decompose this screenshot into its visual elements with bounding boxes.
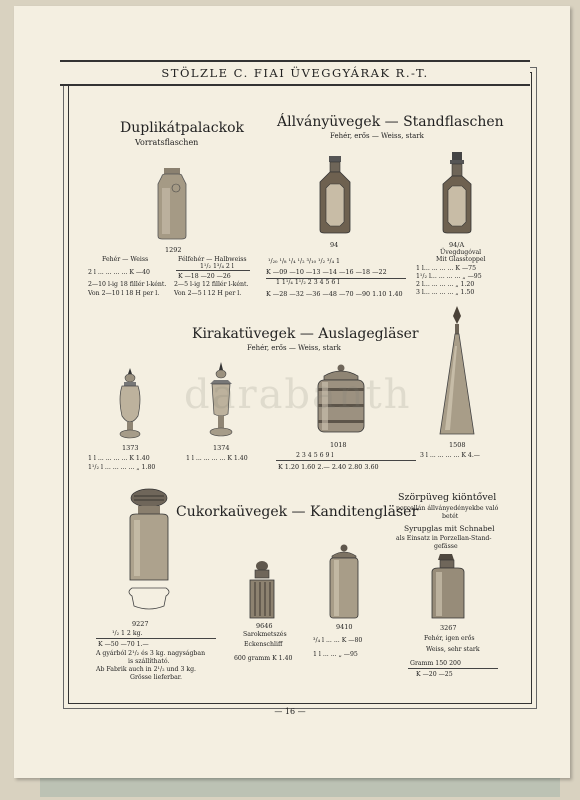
s4-note-1: A gyárból 2¹/₂ és 3 kg. nagyságban xyxy=(96,650,206,657)
s5-title-hu: Szörpüveg kiöntővel xyxy=(398,492,497,503)
jar-9646-image xyxy=(246,560,278,620)
s4-9646-desc-1: Sarokmetszés xyxy=(243,631,287,638)
s2-94a-price-2: 1¹/₂ l... ... ... ... „ —95 xyxy=(416,273,482,280)
s4-note-2: is szállítható. xyxy=(128,658,170,665)
s1-number: 1292 xyxy=(165,246,182,254)
s4-title: Cukorkaüvegek — Kanditengläser xyxy=(176,504,419,520)
s5-gramm-row: Gramm 150 200 xyxy=(410,660,461,667)
s1-rule xyxy=(176,270,250,271)
s1-col-b-row2: 2—5 l-ig 12 fillér l-ként. xyxy=(174,281,249,288)
jar-9227-image xyxy=(124,488,174,618)
s4-9227-sizes: ¹/₂ 1 2 kg. xyxy=(112,630,143,637)
s5-desc-hu-2: betét xyxy=(442,513,459,520)
s3-num-1374: 1374 xyxy=(213,444,230,452)
s5-rule xyxy=(408,668,498,669)
s3-1018-prices: K 1.20 1.60 2.— 2.40 2.80 3.60 xyxy=(278,463,379,471)
s5-num-3267: 3267 xyxy=(440,624,457,632)
s4-num-9227: 9227 xyxy=(132,620,149,628)
s3-1373-price-1: 1 l ... ... ... ... K 1.40 xyxy=(88,455,150,462)
s3-num-1508: 1508 xyxy=(449,441,466,449)
s5-desc-hu-1: porcellán állványedényekbe való xyxy=(396,505,499,512)
underlying-page xyxy=(40,775,560,797)
s2-title: Állványüvegek — Standflaschen xyxy=(277,114,504,130)
s3-subtitle: Fehér, erős — Weiss, stark xyxy=(247,344,341,352)
s4-note-3: Ab Fabrik auch in 2¹/₂ und 3 kg. xyxy=(96,666,197,673)
s3-1018-sizes: 2 3 4 5 6 9 l xyxy=(296,452,334,459)
s2-note-1: Üvegdugóval xyxy=(440,249,482,256)
s1-col-b-row3: Von 2—5 l 12 H per l. xyxy=(174,290,242,297)
s3-num-1018: 1018 xyxy=(330,441,347,449)
bottle-94-image xyxy=(316,156,354,234)
s1-col-a-head: Fehér — Weiss xyxy=(102,256,149,263)
company-name: STÖLZLE C. FIAI ÜVEGGYÁRAK R.-T. xyxy=(161,66,429,80)
s1-subtitle: Vorratsflaschen xyxy=(135,138,199,147)
watermark: darabanth xyxy=(184,372,412,418)
s5-desc-2: Weiss, sehr stark xyxy=(426,646,480,653)
s1-title: Duplikátpalackok xyxy=(120,120,244,136)
s4-9227-prices: K —50 —70 1.— xyxy=(98,641,149,648)
s3-1508-price: 3 l ... ... ... ... K 4.— xyxy=(420,452,480,459)
s5-desc-de-2: gefässe xyxy=(434,543,458,550)
s3-num-1373: 1373 xyxy=(122,444,139,452)
s3-1374-price: 1 l ... ... ... ... K 1.40 xyxy=(186,455,248,462)
s4-num-9646: 9646 xyxy=(256,622,273,630)
s4-9227-rule xyxy=(96,638,216,639)
s2-num-94: 94 xyxy=(330,241,339,249)
s2-num-94a: 94/A xyxy=(449,241,465,249)
header-banner xyxy=(60,60,530,86)
s5-title-de: Syrupglas mit Schnabel xyxy=(404,524,495,533)
jar-1373-image xyxy=(116,368,144,440)
s4-9410-price-1: ³/₄ l ... ... K —80 xyxy=(313,637,363,644)
s2-sizes-2: 1 1¹/₄ 1¹/₂ 2 3 4 5 6 l xyxy=(276,279,340,286)
s4-num-9410: 9410 xyxy=(336,623,353,631)
s5-price-row: K —20 —25 xyxy=(416,671,453,678)
s1-col-a-row1: 2 l ... ... ... ... K —40 xyxy=(88,269,150,276)
s5-desc-1: Fehér, igen erős xyxy=(424,635,475,642)
s4-9410-price-2: 1 l ... ... „ —95 xyxy=(313,651,358,658)
s2-94a-price-4: 3 l... ... ... ... „ 1.50 xyxy=(416,289,475,296)
s5-desc-de-1: als Einsatz in Porzellan-Stand- xyxy=(396,535,492,542)
s1-col-b-head: Félfehér — Halbweiss xyxy=(178,256,247,263)
s3-title: Kirakatüvegek — Auslagegläser xyxy=(192,326,419,342)
s2-subtitle: Fehér, erős — Weiss, stark xyxy=(330,132,424,140)
s1-col-a-row3: Von 2—10 l 18 H per l. xyxy=(88,290,160,297)
s4-9646-price: 600 gramm K 1.40 xyxy=(234,655,293,662)
s1-col-a-row2: 2—10 l-ig 18 fillér l-ként. xyxy=(88,281,167,288)
bottle-94a-image xyxy=(440,152,474,234)
jar-9410-image xyxy=(326,544,362,620)
s2-sizes-1: ¹/₂₀ ¹/₈ ¹/₄ ¹/₂ ³/₁₀ ¹/₂ ³/₄ 1 xyxy=(268,258,340,265)
s2-prices-1: K —09 —10 —13 —14 —16 —18 —22 xyxy=(266,268,387,276)
s2-note-2: Mit Glasstoppel xyxy=(436,256,486,263)
jar-1508-image xyxy=(438,306,476,438)
s2-94a-price-1: 1 l... ... ... ... K —75 xyxy=(416,265,477,272)
s1-col-b-row0: 1¹/₂ 1³/₄ 2 l xyxy=(200,263,234,270)
s3-1373-price-2: 1¹/₂ l ... ... ... ... „ 1.80 xyxy=(88,464,156,471)
bottle-3267-image xyxy=(428,554,468,620)
s3-rule xyxy=(276,460,416,461)
s2-prices-2: K —28 —32 —36 —48 —70 —90 1.10 1.40 xyxy=(266,290,403,298)
page-number: — 16 — xyxy=(274,707,306,716)
s1-col-b-row1: K —18 —20 —26 xyxy=(178,273,231,280)
s2-94a-price-3: 2 l... ... ... ... „ 1.20 xyxy=(416,281,475,288)
s4-9646-desc-2: Eckenschliff xyxy=(244,641,283,648)
s4-note-4: Grösse lieferbar. xyxy=(130,674,183,681)
bottle-1292-image xyxy=(152,168,192,240)
